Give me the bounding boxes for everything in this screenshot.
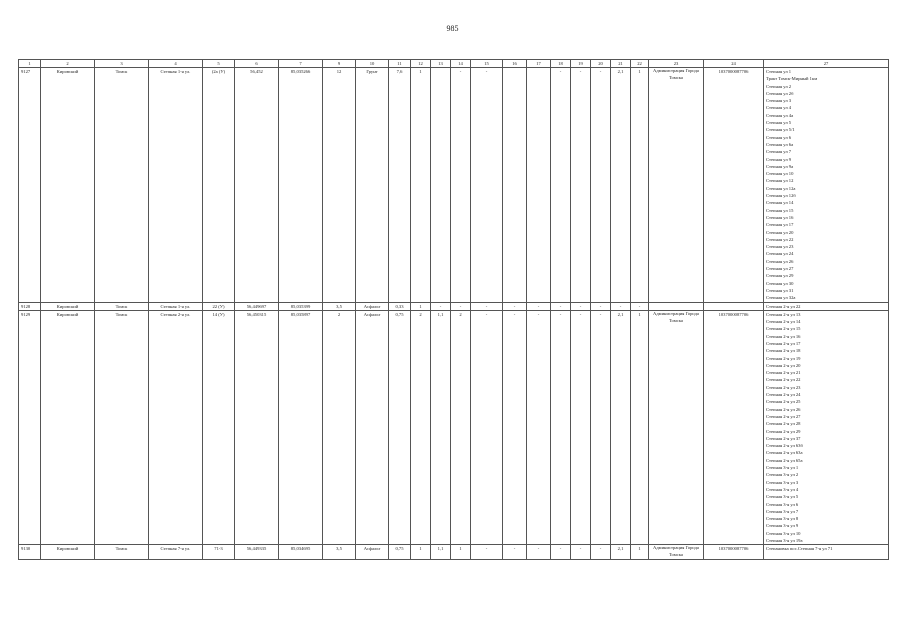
street-entry: Степная 3-я ул 4 xyxy=(766,486,799,492)
table-cell: Томск xyxy=(95,68,149,303)
street-entry: Степная 3-я ул 3 xyxy=(766,479,799,485)
street-entry: Степная ул 16 xyxy=(766,214,794,220)
street-entry: Степная 3-я ул 2 xyxy=(766,472,799,478)
street-list-cell xyxy=(764,310,889,545)
table-cell: Кировский xyxy=(41,310,95,545)
table-cell: 85,035399 xyxy=(279,302,323,310)
street-entry: Степная 2-я ул 24 xyxy=(766,392,801,398)
table-cell: 0,75 xyxy=(389,545,411,560)
table-cell xyxy=(431,68,451,303)
table-cell: 12 xyxy=(323,68,356,303)
table-cell xyxy=(503,68,527,303)
table-cell: - xyxy=(591,310,611,545)
street-entry: Степная ул 12б xyxy=(766,193,796,199)
street-entry: Степная 2-я ул 21 xyxy=(766,370,801,376)
street-entry: Степная 3-я ул 8 xyxy=(766,516,799,522)
table-cell: 2,1 xyxy=(611,68,631,303)
street-entry: Степная 2-я ул 26 xyxy=(766,406,801,412)
table-cell: 85,035897 xyxy=(279,310,323,545)
table-cell: 56,450315 xyxy=(235,310,279,545)
street-entry: Степная ул 9а xyxy=(766,163,794,169)
table-cell: 56,449697 xyxy=(235,302,279,310)
street-entry: Степная 2-я ул 22 xyxy=(766,303,801,309)
street-entry: Степная ул 5 xyxy=(766,120,792,126)
street-entry: Степная 2-я ул 25 xyxy=(766,399,801,405)
table-cell: 14 (У) xyxy=(203,310,235,545)
table-cell xyxy=(704,302,764,310)
table-cell: - xyxy=(527,545,551,560)
street-entry: Степная 3-я ул 9 xyxy=(766,523,799,529)
street-entry: Степная ул 7 xyxy=(766,149,792,155)
street-entry: Степная 2-я ул 19 xyxy=(766,355,801,361)
table-cell: - xyxy=(527,302,551,310)
table-cell: Асфальт xyxy=(356,545,389,560)
street-entry: Степная ул 9 xyxy=(766,156,792,162)
street-entry: Степная ул 3 xyxy=(766,98,792,104)
table-cell: - xyxy=(571,302,591,310)
street-entry: Степная 2-я ул 29 xyxy=(766,428,801,434)
column-header: 14 xyxy=(451,60,471,68)
table-cell: (2а (У) xyxy=(203,68,235,303)
table-cell: - xyxy=(631,302,649,310)
table-cell: 2 xyxy=(323,310,356,545)
column-header: 10 xyxy=(356,60,389,68)
column-header: 21 xyxy=(611,60,631,68)
street-entry: Степная ул 30 xyxy=(766,280,794,286)
table-cell: - xyxy=(451,68,471,303)
table-cell: 85,034695 xyxy=(279,545,323,560)
street-entry: Степная ул 31 xyxy=(766,287,794,293)
table-cell: 1,1 xyxy=(431,310,451,545)
column-header: 15 xyxy=(471,60,503,68)
table-cell: 1 xyxy=(631,545,649,560)
street-entry: Степановка пос.Степная 7-я ул 71 xyxy=(766,546,833,552)
table-cell: Томск xyxy=(95,310,149,545)
table-cell: 2 xyxy=(451,310,471,545)
street-entry: Степная 3-я ул 1 xyxy=(766,465,799,471)
street-entry: Степная ул 27 xyxy=(766,266,794,272)
table-cell: Асфальт xyxy=(356,310,389,545)
street-entry: Степная ул 10 xyxy=(766,171,794,177)
table-cell: - xyxy=(451,302,471,310)
table-cell: Кировский xyxy=(41,302,95,310)
table-cell: - xyxy=(503,302,527,310)
street-entry: Степная ул 12 xyxy=(766,178,794,184)
table-cell: - xyxy=(591,302,611,310)
column-header: 6 xyxy=(235,60,279,68)
table-cell: 1037000087706 xyxy=(704,310,764,545)
table-cell: - xyxy=(527,310,551,545)
table-cell: 1,1 xyxy=(431,545,451,560)
column-header: 5 xyxy=(203,60,235,68)
table-cell: - xyxy=(591,545,611,560)
street-entry: Степная 2-я ул 23 xyxy=(766,384,801,390)
table-cell: 56,452 xyxy=(235,68,279,303)
column-header: 19 xyxy=(571,60,591,68)
table-cell: - xyxy=(571,68,591,303)
street-entry: Степная 2-я ул 14 xyxy=(766,319,801,325)
table-cell: Асфальт xyxy=(356,302,389,310)
street-entry: Степная ул 22 xyxy=(766,236,794,242)
table-cell: - xyxy=(471,545,503,560)
table-cell: - xyxy=(503,545,527,560)
table-cell: Кировский xyxy=(41,545,95,560)
street-entry: Степная 2-я ул 16 xyxy=(766,333,801,339)
street-entry: Тракт Томск-Мирный 1км xyxy=(766,76,818,82)
column-header: 9 xyxy=(323,60,356,68)
street-entry: Степная 2-я ул 20 xyxy=(766,362,801,368)
table-cell: 7,6 xyxy=(389,68,411,303)
street-entry: Степная ул 14 xyxy=(766,200,794,206)
street-entry: Степная 2-я ул 22 xyxy=(766,377,801,383)
table-cell: - xyxy=(551,302,571,310)
street-entry: Степная ул 1 xyxy=(766,69,792,74)
street-entry: Степная ул 4 xyxy=(766,105,792,111)
table-cell: 71-3 xyxy=(203,545,235,560)
table-row xyxy=(19,68,889,303)
street-entry: Степная 3-я ул 10 xyxy=(766,530,801,536)
column-header: 12 xyxy=(411,60,431,68)
table-cell xyxy=(649,302,704,310)
table-cell: Степная 1-я ул. xyxy=(149,68,203,303)
table-cell: Степная 2-я ул. xyxy=(149,310,203,545)
street-entry: Степная 3-я ул 19а xyxy=(766,538,803,543)
table-cell: - xyxy=(471,310,503,545)
table-cell: 9127 xyxy=(19,68,41,303)
table-cell: - xyxy=(551,310,571,545)
table-cell: 9129 xyxy=(19,310,41,545)
table-row xyxy=(19,302,889,310)
table-row xyxy=(19,545,889,560)
street-entry: Степная 2-я ул 27 xyxy=(766,413,801,419)
column-header: 1 xyxy=(19,60,41,68)
street-entry: Степная ул 15 xyxy=(766,207,794,213)
table-cell: Кировский xyxy=(41,68,95,303)
table-row xyxy=(19,310,889,545)
street-entry: Степная ул 29 xyxy=(766,273,794,279)
street-entry: Степная 2-я ул 28 xyxy=(766,421,801,427)
table-cell: 1 xyxy=(411,545,431,560)
table-cell: 3,5 xyxy=(323,545,356,560)
street-entry: Степная 2-я ул 13 xyxy=(766,311,801,317)
table-cell: 1 xyxy=(631,68,649,303)
column-header: 4 xyxy=(149,60,203,68)
table-cell: - xyxy=(571,310,591,545)
table-cell: 9130 xyxy=(19,545,41,560)
table-cell: 0,33 xyxy=(389,302,411,310)
table-cell: 1037000087706 xyxy=(704,68,764,303)
street-entry: Степная ул 32а xyxy=(766,295,796,301)
street-entry: Степная ул 20 xyxy=(766,229,794,235)
table-cell: 56,449335 xyxy=(235,545,279,560)
table-cell xyxy=(527,68,551,303)
street-entry: Степная ул 26 xyxy=(766,258,794,264)
column-header: 2 xyxy=(41,60,95,68)
table-cell: 2 xyxy=(411,310,431,545)
table-cell: 1 xyxy=(411,302,431,310)
table-cell: - xyxy=(431,302,451,310)
table-cell: Степная 7-я ул. xyxy=(149,545,203,560)
table-cell: 2,1 xyxy=(611,310,631,545)
table-cell: Степная 1-я ул. xyxy=(149,302,203,310)
column-header: 3 xyxy=(95,60,149,68)
table-cell: 1037000087706 xyxy=(704,545,764,560)
table-cell: Администрация Города Томска xyxy=(649,545,704,560)
table-cell: 85,035266 xyxy=(279,68,323,303)
column-header: 18 xyxy=(551,60,571,68)
street-entry: Степная 2-я ул 63б xyxy=(766,443,803,449)
table-cell: 1 xyxy=(631,310,649,545)
table-cell: - xyxy=(503,310,527,545)
table-cell: 3,5 xyxy=(323,302,356,310)
street-entry: Степная 2-я ул 63а xyxy=(766,450,803,456)
table-cell: Грунт xyxy=(356,68,389,303)
table-cell: Администрация Города Томска xyxy=(649,310,704,545)
column-header: 13 xyxy=(431,60,451,68)
street-entry: Степная 3-я ул 6 xyxy=(766,501,799,507)
street-entry: Степная ул 5/1 xyxy=(766,127,795,133)
column-header: 16 xyxy=(503,60,527,68)
street-entry: Степная 2-я ул 37 xyxy=(766,435,801,441)
street-list-cell xyxy=(764,545,889,560)
table-cell: - xyxy=(551,545,571,560)
street-entry: Степная 3-я ул 5 xyxy=(766,494,799,500)
column-header: 7 xyxy=(279,60,323,68)
table-cell: - xyxy=(571,545,591,560)
street-entry: Степная 2-я ул 18 xyxy=(766,348,801,354)
table-cell: 22 (У) xyxy=(203,302,235,310)
street-entry: Степная 2-я ул 17 xyxy=(766,340,801,346)
column-header: 17 xyxy=(527,60,551,68)
page-number: 985 xyxy=(446,24,459,33)
street-list-cell xyxy=(764,68,889,303)
road-registry-table xyxy=(18,59,889,560)
column-header: 20 xyxy=(591,60,611,68)
table-cell: - xyxy=(611,302,631,310)
table-cell: 1 xyxy=(411,68,431,303)
table-cell: 2,1 xyxy=(611,545,631,560)
street-entry: Степная ул 6а xyxy=(766,141,794,147)
street-entry: Степная 2-я ул 15 xyxy=(766,326,801,332)
street-list-cell xyxy=(764,302,889,310)
table-cell: Администрация Города Томска xyxy=(649,68,704,303)
column-header: 11 xyxy=(389,60,411,68)
table-cell: 1 xyxy=(451,545,471,560)
street-entry: Степная ул 17 xyxy=(766,222,794,228)
table-cell: - xyxy=(471,302,503,310)
header-row xyxy=(19,60,889,68)
street-entry: Степная 2-я ул 65а xyxy=(766,457,803,463)
street-entry: Степная ул 6 xyxy=(766,134,792,140)
street-entry: Степная ул 2 xyxy=(766,83,792,89)
street-entry: Степная ул 24 xyxy=(766,251,794,257)
street-entry: Степная ул 2б xyxy=(766,90,794,96)
table-cell: Томск xyxy=(95,545,149,560)
street-entry: Степная ул 12а xyxy=(766,185,796,191)
table-cell: 0,75 xyxy=(389,310,411,545)
table-cell: - xyxy=(591,68,611,303)
table-cell: 9128 xyxy=(19,302,41,310)
column-header: 24 xyxy=(704,60,764,68)
table-cell: Томск xyxy=(95,302,149,310)
street-entry: Степная ул 4а xyxy=(766,112,794,118)
table-cell: - xyxy=(551,68,571,303)
column-header: 23 xyxy=(649,60,704,68)
table-cell: - xyxy=(471,68,503,303)
column-header: 27 xyxy=(764,60,889,68)
street-entry: Степная ул 23 xyxy=(766,244,794,250)
column-header: 22 xyxy=(631,60,649,68)
street-entry: Степная 3-я ул 7 xyxy=(766,508,799,514)
